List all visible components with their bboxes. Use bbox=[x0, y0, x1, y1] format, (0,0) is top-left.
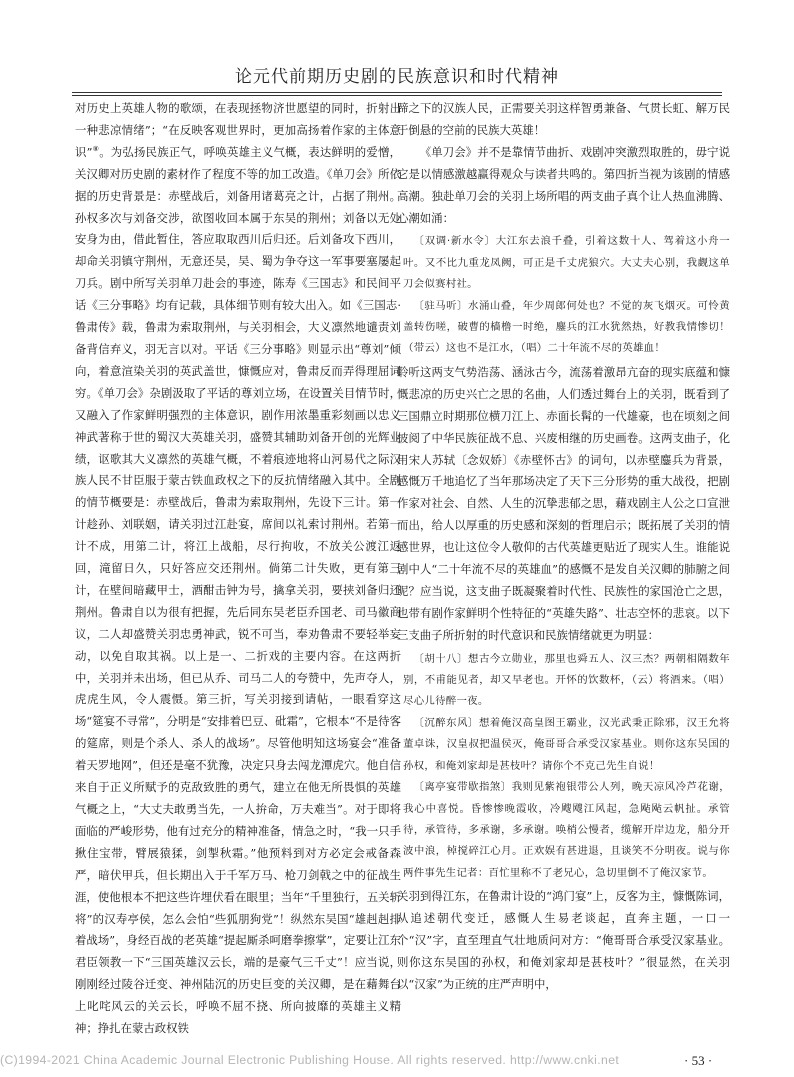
right-paragraph-3: 聆听这两支气势浩荡、涵泳古今，流荡着激昂亢奋的现实底蕴和慷慨悲凉的历史兴亡之思的名曲，人们透过舞台上的关羽，既看到了三国鼎立时期那位横刀江上、赤面长髯的一代雄豪，也在顷刻之间披阅了中华民族征战不息、兴废相继的历史画卷。这两支曲子，化用宋人苏轼〔念奴娇〕《赤壁怀古》的词句，以赤壁鏖兵为背景，感慨万千地追忆了当年那场决定了天下三分形势的重大战役，把剧作家对社会、自然、人生的沉挚悲郁之思，藉戏剧主人公之口宣泄而出，给人以厚重的历史感和深刻的哲理启示；既拓展了关羽的情感世界，也让这位令人敬仰的古代英雄更贴近了现实人生。谁能说剧中人“二十年流不尽的英雄血”的感慨不是发自关汉卿的肺腑之间呢？应当说，这支曲子既凝聚着时代性、民族性的家国沧亡之思，也带有剧作家鲜明个性特征的“英雄失路”、壮志空怀的悲哀。以下三支曲子所折射的时代意识和民族情绪就更为明显： bbox=[397, 364, 730, 642]
verse-hushiba: 〔胡十八〕想古今立勋业，那里也舜五人、汉三杰？两朝相隔数年别，不甫能见者，却又早老也。开怀的饮数杯，（云）将酒来。（唱）尽心儿待醉一夜。 bbox=[403, 652, 730, 708]
verse-block-2 bbox=[397, 649, 730, 884]
left-paragraph bbox=[75, 98, 401, 1040]
verse-xinshuiling: 〔双调·新水令〕大江东去浪千叠，引着这数十人、驾着这小舟一叶。又不比九重龙凤阙，可正是千丈虎狼穴。大丈夫心别，我觑这单刀会似赛村社。 bbox=[403, 235, 730, 291]
left-paragraph-text: 对历史上英雄人物的歌颂，在表现拯物济世愿望的同时，折射出一种悲凉情绪”；“在反映客观世界时，更加高扬着作家的主体意识” bbox=[75, 101, 401, 159]
header-double-rule bbox=[72, 92, 722, 96]
verse-chenzuidongfeng: 〔沉醉东风〕想着俺汉高皇图王霸业，汉光武秉正除邪，汉王允将董卓诛，汉皇叔把温侯灭，俺哥哥合承受汉家基业。则你这东吴国的孙权，和俺刘家却是甚枝叶？请你个不克己先生自说！ bbox=[403, 716, 730, 772]
verse-litingyan: 〔离亭宴带歇指煞〕我则见紫袍银带公人列，晚天凉风冷芦花谢，我心中喜悦。昏惨惨晚霞收，冷飕飕江风起，急飐飐云帆扯。承管待，承管待，多承谢，多承谢。唤梢公慢者，缆解开岸边龙，船分开波中浪，棹搅碎江心月。正欢娱有甚进退，且谈笑不分明夜。说与你两件事先生记者：百忙里称不了老兄心，急切里倒不了俺汉家节。 bbox=[403, 781, 730, 879]
page-number: · 53 · bbox=[684, 1053, 713, 1068]
copyright-watermark: (C)1994-2021 China Academic Journal Electronic Publishing House. All rights reserved. http://www.cnki.net bbox=[0, 1053, 620, 1067]
right-paragraph-2: 《单刀会》并不是靠情节曲折、戏剧冲突激烈取胜的，毋宁说它是以情感激越赢得观众与读者共鸣的。第四折当视为该剧的情感高潮。独赴单刀会的关羽上场所唱的两支曲子真个让人热血沸腾、心潮如涌： bbox=[397, 144, 730, 225]
left-paragraph-tail: 。为弘扬民族正气，呼唤英雄主义气概，表达鲜明的爱憎，关汉卿对历史剧的素材作了程度不等的加工改造。《单刀会》所依据的历史背景是：赤壁战后，刘备用诸葛亮之计，占据了荆州。孙权多次与刘备交涉，欲图收回本属于东吴的荆州；刘备以无处安身为由，借此暂住，答应取取西川后归还。后刘备攻下西川，却命关羽镇守荆州，无意还吴，吴、蜀为争夺这一军事要塞屡起刀兵。剧中所写关羽单刀赴会的事迹，陈寿《三国志》和民间平话《三分事略》均有记载，具体细节则有较大出入。如《三国志·鲁肃传》载，鲁肃为索取荆州，与关羽相会，大义凛然地谴责刘备背信弃义，羽无言以对。平话《三分事略》则显示出“尊刘”倾向，着意渲染关羽的英武盖世，慷慨应对，鲁肃反而弄得理屈词穷。《单刀会》杂剧汲取了平话的尊刘立场，在设置关目情节时，又融入了作家鲜明强烈的主体意识，剧作用浓墨重彩刻画以忠义神武著称于世的蜀汉大英雄关羽，盛赞其辅助刘备开创的光辉业绩，讴歌其大义凛然的英雄气概，不着痕迹地将山河易代之际汉族人民不甘臣服于蒙古铁血政权之下的反抗情绪融入其中。全剧的情节概要是：赤壁战后，鲁肃为索取荆州，先设下三计。第一计趁孙、刘联姻，请关羽过江赴宴，席间以礼索讨荆州。若第一计不成，用第二计，将江上战船，尽行拘收，不放关公渡江返回，滝留日久，只好答应交还荆州。倘第二计失败，更有第三计，在壁间暗藏甲士，酒酣击钟为号，擒拿关羽，要挟刘备归还荆州。鲁肃自以为很有把握，先后同东吴老臣乔国老、司马徽商议，二人却盛赞关羽忠勇神武，锐不可当，奉劝鲁肃不要轻举妄动，以免自取其祸。以上是一、二折戏的主要内容。在这两折中，关羽并未出场，但已从乔、司马二人的夸赞中，先声夺人，虎虎生风，令人震慑。第三折，写关羽接到请帖，一眼看穿这场“筵宴不寻常”，分明是“安排着巴豆、砒霜”，它根本“不是待客的筵席，则是个杀人、杀人的战场”。尽管他明知这场宴会“准备着天罗地网”，但还是毫不犹豫，决定只身去闯龙潭虎穴。他自信来自于正义所赋予的克敌致胜的勇气，建立在他无所畏惧的英雄气概之上，“大丈夫敢勇当先，一人拚命，万夫难当”。对于即将面临的严峻形势，他有过充分的精神准备，情急之时，“我一只手揪住宝带，臂展猿猱，剑掣秋霜。”他预料到对方必定会戒备森严，暗伏甲兵，但长期出入于千军万马、枪刀剑戟之中的征战生涯，使他根本不把这些许埋伏看在眼里；当年“千里独行，五关斩将”的汉寿亭侯，怎么会怕“些狐朋狗党”！纵然东吴国“雄赳赳排着战场”，身经百战的老英雄“提起厮杀呵磨拳擦掌”，定要让江东君臣领教一下“三国英雄汉云长，端的是豪气三千丈”！应当说，刚刚经过陵谷迁变、神州陆沉的历史巨变的关汉卿，是在藉舞台上叱咤风云的关云长，呼唤不屈不挠、所向披靡的英雄主义精神；挣扎在蒙古政权铁 bbox=[75, 144, 401, 1036]
right-paragraph-1: 蹄之下的汉族人民，正需要关羽这样智勇兼备、气贯长虹、解万民于倒悬的空前的民族大英雄！ bbox=[397, 101, 730, 137]
verse-block-1 bbox=[397, 231, 730, 359]
footnote-marker: ⑧ bbox=[92, 145, 100, 154]
running-header-title: 论元代前期历史剧的民族意识和时代精神 bbox=[235, 67, 559, 87]
left-column bbox=[75, 98, 401, 1036]
right-column bbox=[397, 98, 730, 1002]
verse-zhumating: 〔驻马听〕水涌山叠，年少周郎何处也？不觉的灰飞烟灭。可怜黄盖转伤嗟，破曹的樯橹一时绝，鏖兵的江水犹然热，好教我情惨切！（带云）这也不是江水，（唱）二十年流不尽的英雄血！ bbox=[403, 299, 730, 355]
right-paragraph-4: 关羽到得江东，在鲁肃计设的“鸿门宴”上，反客为主，慷慨陈词，从追述朝代变迁，感慨人生易老谈起，直奔主题，一口一个“汉”字，直至理直气壮地质问对方：“俺哥哥合承受汉家基业。则你这东吴国的孙权，和俺刘家却是甚枝叶？”很显然，在关羽以“汉家”为正统的庄严声明中， bbox=[397, 889, 730, 991]
